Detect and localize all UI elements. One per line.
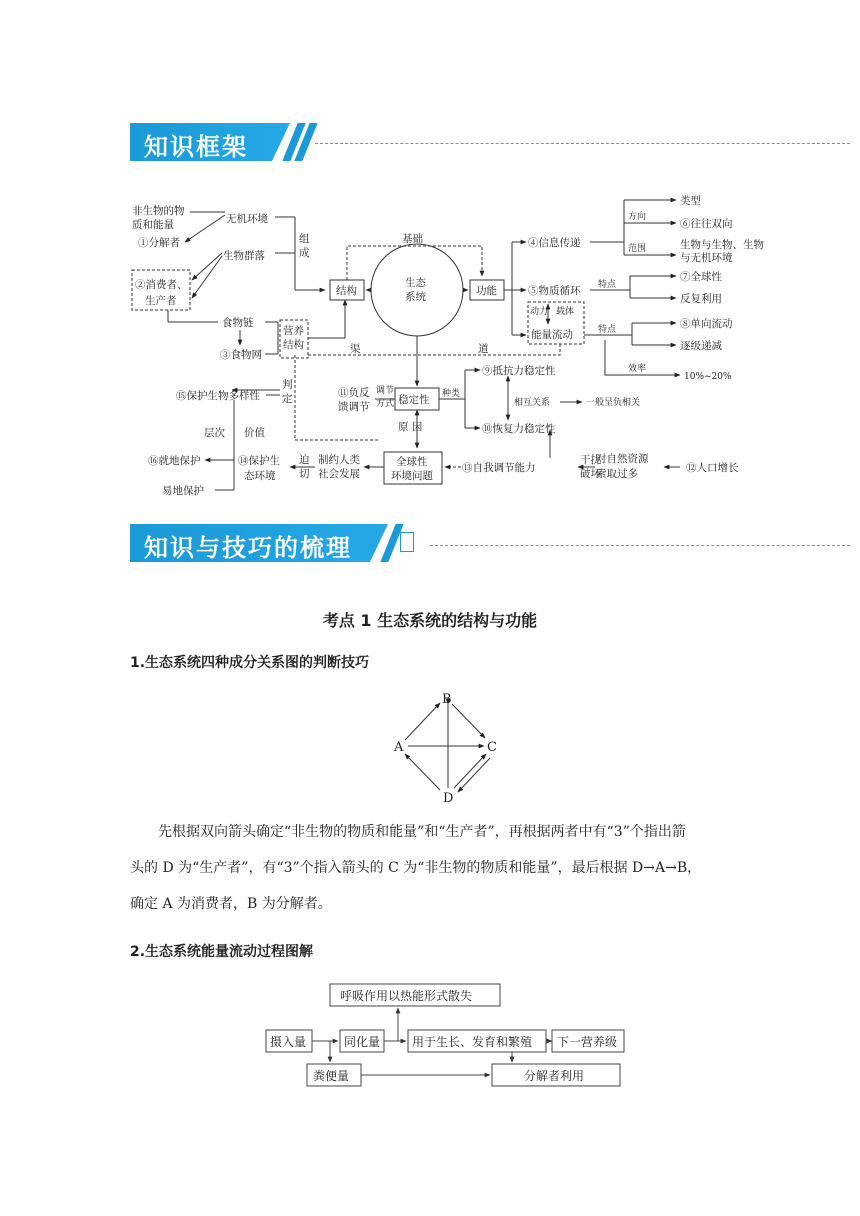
node-c: C	[487, 740, 497, 755]
label-neg-feedback-1: ⑪负反	[338, 387, 370, 399]
box-feces: 粪便量	[313, 1069, 350, 1083]
topic-heading: 考点 1 生态系统的结构与功能	[322, 611, 538, 630]
label-over-demand-1: 对自然资源	[596, 453, 649, 465]
label-restrict-2: 社会发展	[318, 468, 360, 480]
label-recover: ⑩恢复力稳定性	[482, 423, 556, 435]
label-basis: 基础	[402, 233, 423, 245]
component-relation-diagram	[390, 688, 510, 808]
label-regulate-1: 调节	[376, 386, 395, 396]
label-disturb-1: 干扰	[580, 454, 601, 466]
paragraph-line: 头的 D 为“生产者”，有“3”个指入箭头的 C 为“非生物的物质和能量”，最后根据 D→A→B，	[130, 860, 702, 876]
label-stability: 稳定性	[398, 394, 430, 406]
label-scope: 范围	[628, 244, 647, 254]
label-relation: 相互关系	[514, 398, 551, 408]
paragraph-line: 确定 A 为消费者，B 为分解者。	[130, 896, 332, 912]
label-type: 类型	[680, 195, 701, 207]
label-in-situ: ⑯就地保护	[148, 455, 201, 467]
label-abiotic-2: 质和能量	[132, 219, 174, 231]
label-protect-env-2: 态环境	[244, 470, 276, 482]
label-material-cycle: ⑤物质循环	[528, 285, 581, 297]
label-one-way: ⑧单向流动	[680, 318, 733, 330]
label-composition-1: 组	[299, 233, 310, 245]
energy-flow-diagram	[262, 978, 632, 1093]
label-self-regulation: ⑬自我调节能力	[462, 462, 536, 474]
label-neg-feedback-2: 馈调节	[338, 401, 370, 413]
label-feature2: 特点	[598, 325, 617, 335]
label-bidirectional: ⑥往往双向	[680, 218, 733, 230]
label-carrier: 载体	[556, 307, 575, 317]
label-population: ⑫人口增长	[686, 462, 739, 474]
label-regulate-2: 方式	[376, 399, 395, 409]
label-scope-value-1: 生物与生物、生物	[680, 239, 764, 251]
label-efficiency-value: 10%~20%	[684, 372, 732, 382]
label-consumer: ②消费者、	[135, 279, 188, 291]
explanation-paragraph	[130, 814, 740, 922]
label-power: 动力	[530, 307, 549, 317]
section-title: 知识框架	[144, 133, 248, 161]
label-ecosystem-2: 系统	[405, 291, 426, 303]
section-title: 知识与技巧的梳理	[144, 534, 352, 562]
label-urgent-1: 迫	[299, 454, 310, 466]
label-info-transfer: ④信息传递	[528, 237, 581, 249]
label-efficiency: 效率	[628, 364, 647, 374]
label-scope-value-2: 与无机环境	[680, 252, 733, 264]
section-banner-framework	[130, 123, 315, 161]
label-disturb-2: 破坏	[580, 468, 601, 480]
label-relation-value: 一般呈负相关	[586, 398, 641, 408]
box-decomposer-use: 分解者利用	[524, 1069, 585, 1083]
label-inorganic-env: 无机环境	[226, 213, 268, 225]
label-over-demand-2: 索取过多	[596, 468, 638, 480]
label-channel-b: 道	[478, 343, 489, 355]
label-structure: 结构	[336, 285, 357, 297]
box-next-level: 下一营养级	[557, 1035, 618, 1049]
label-reuse: 反复利用	[680, 293, 722, 305]
knowledge-framework-diagram	[0, 190, 860, 510]
label-community: 生物群落	[223, 250, 265, 262]
label-energy-flow: 能量流动	[531, 329, 573, 341]
label-food-chain: 食物链	[222, 317, 254, 329]
label-protect-diversity: ⑮保护生物多样性	[176, 390, 260, 402]
label-producer: 生产者	[145, 295, 177, 307]
label-judge-2: 定	[282, 393, 293, 405]
label-cause: 原 因	[398, 421, 423, 433]
label-decrease: 逐级递减	[680, 340, 722, 352]
box-assimilation: 同化量	[344, 1035, 381, 1049]
label-resist: ⑨抵抗力稳定性	[482, 365, 556, 377]
label-function: 功能	[476, 285, 497, 297]
box-growth: 用于生长、发育和繁殖	[412, 1035, 533, 1049]
label-global-issue-2: 环境问题	[391, 470, 433, 482]
label-ecosystem-1: 生态	[405, 277, 426, 289]
document-icon	[400, 532, 414, 552]
label-feature: 特点	[598, 280, 617, 290]
label-global: ⑦全球性	[680, 271, 722, 283]
label-global-issue-1: 全球性	[396, 456, 428, 468]
section-banner-review	[130, 524, 430, 562]
label-ex-situ: 易地保护	[162, 485, 204, 497]
label-trophic-2: 结构	[283, 339, 304, 351]
label-kinds: 种类	[442, 389, 461, 399]
label-channel-a: 渠	[350, 343, 361, 355]
label-food-web: ③食物网	[220, 349, 262, 361]
box-respiration: 呼吸作用以热能形式散失	[340, 989, 473, 1003]
node-b: B	[442, 692, 452, 707]
label-restrict-1: 制约人类	[318, 454, 360, 466]
box-intake: 摄入量	[270, 1035, 307, 1049]
label-direction: 方向	[628, 212, 647, 222]
label-judge-1: 判	[282, 379, 293, 391]
label-value: 价值	[244, 427, 265, 439]
paragraph-line: 先根据双向箭头确定“非生物的物质和能量”和“生产者”，再根据两者中有“3”个指出箭	[158, 824, 686, 840]
subsection-title: 2.生态系统能量流动过程图解	[130, 944, 314, 960]
label-composition-2: 成	[299, 247, 310, 259]
label-urgent-2: 切	[299, 468, 310, 480]
label-protect-env-1: ⑭保护生	[238, 455, 280, 467]
subsection-title: 1.生态系统四种成分关系图的判断技巧	[130, 655, 370, 671]
label-level: 层次	[204, 427, 225, 439]
divider	[430, 545, 850, 546]
label-decomposer: ①分解者	[138, 237, 180, 249]
divider	[315, 143, 850, 144]
label-abiotic-1: 非生物的物	[132, 205, 185, 217]
node-d: D	[443, 791, 454, 806]
label-trophic-1: 营养	[283, 325, 304, 337]
node-a: A	[394, 740, 404, 755]
